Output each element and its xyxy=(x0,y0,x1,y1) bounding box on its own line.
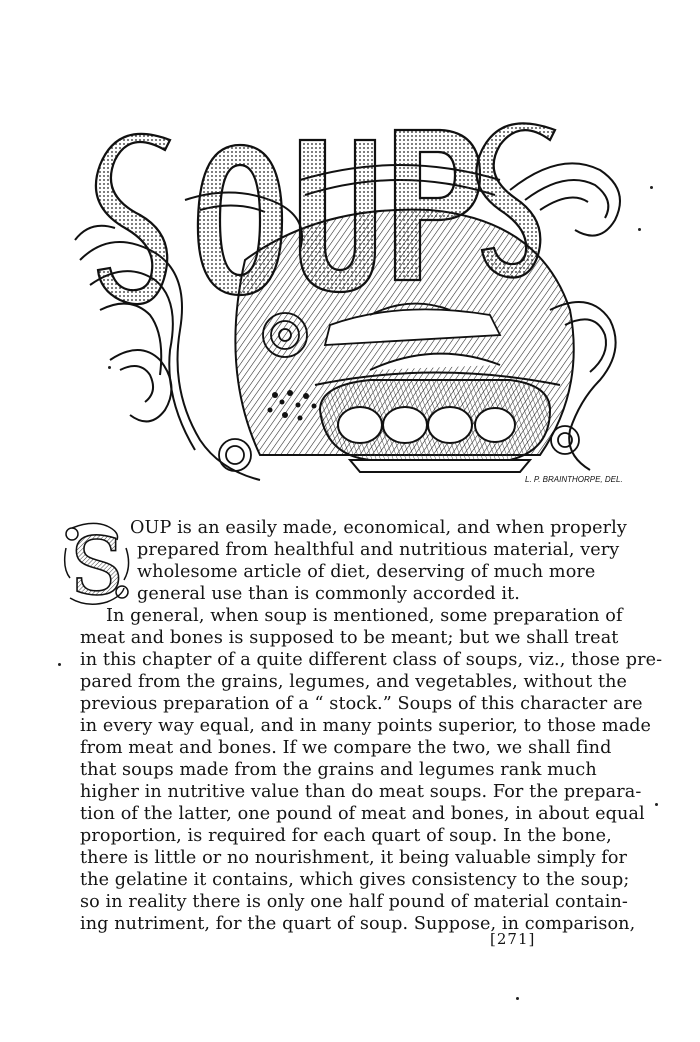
scan-speck xyxy=(108,366,111,369)
scan-speck xyxy=(58,663,61,666)
text-line: the gelatine it contains, which gives consistency to the soup; xyxy=(80,870,630,890)
text-line: pared from the grains, legumes, and vegetables, without the xyxy=(80,672,628,692)
text-line: that soups made from the grains and legumes rank much xyxy=(80,760,597,780)
text-line: prepared from healthful and nutritious material, very xyxy=(137,540,620,560)
text-line: in every way equal, and in many points superior, to those made xyxy=(80,716,652,736)
text-line: previous preparation of a “ stock.” Soups of this character are xyxy=(80,694,643,714)
soups-header-illustration xyxy=(70,110,630,490)
text-line: ing nutriment, for the quart of soup. Suppose, in comparison, xyxy=(80,914,636,934)
text-line: In general, when soup is mentioned, some preparation of xyxy=(106,606,623,626)
artist-signature: L. P. BRAINTHORPE, DEL. xyxy=(525,475,623,484)
text-line: higher in nutritive value than do meat soups. For the prepara- xyxy=(80,782,642,802)
text-line: meat and bones is supposed to be meant; but we shall treat xyxy=(80,628,619,648)
scan-speck xyxy=(638,228,641,231)
text-line: OUP is an easily made, economical, and when properly xyxy=(130,518,627,538)
drop-cap-s xyxy=(62,518,132,610)
scan-speck xyxy=(650,186,653,189)
text-line: there is little or no nourishment, it being valuable simply for xyxy=(80,848,628,868)
page-number: [271] xyxy=(490,930,536,948)
text-line: tion of the latter, one pound of meat and bones, in about equal xyxy=(80,804,645,824)
text-line: in this chapter of a quite different class of soups, viz., those pre- xyxy=(80,650,663,670)
drop-cap-letter: S xyxy=(69,520,125,610)
scan-speck xyxy=(516,997,519,1000)
text-line: proportion, is required for each quart of soup. In the bone, xyxy=(80,826,612,846)
text-line: so in reality there is only one half pound of material contain- xyxy=(80,892,628,912)
scan-speck xyxy=(655,803,658,806)
text-line: wholesome article of diet, deserving of much more xyxy=(137,562,596,582)
text-line: general use than is commonly accorded it. xyxy=(137,584,520,604)
text-line: from meat and bones. If we compare the two, we shall find xyxy=(80,738,612,758)
